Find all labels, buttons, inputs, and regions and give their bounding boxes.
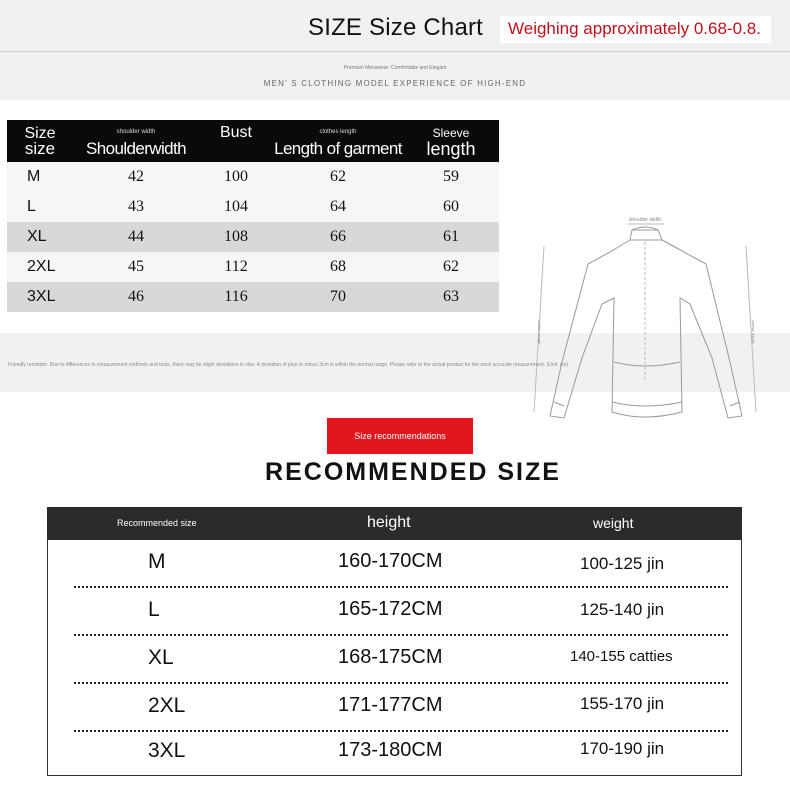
header-size (7, 120, 73, 162)
table-row (7, 252, 499, 282)
header-length-big: Length of garment (274, 139, 402, 158)
cell-shoulder: 42 (128, 168, 144, 185)
table-row (48, 540, 741, 588)
cell-length: 62 (330, 168, 346, 185)
header-shoulder (73, 120, 199, 162)
header-recommended-size: Recommended size (117, 518, 197, 528)
title-bar (0, 0, 790, 52)
cell-length: 66 (330, 228, 346, 245)
diagram-label-shoulder: shoulder width (628, 217, 662, 223)
row-weight: 170-190 jin (580, 739, 665, 758)
table-row (48, 729, 741, 777)
cell-sleeve: 63 (443, 288, 459, 305)
recommended-size-title: RECOMMENDED SIZE (265, 458, 561, 486)
cell-size: L (27, 198, 36, 215)
row-size: M (148, 550, 166, 573)
header-size-sub: size (24, 139, 56, 158)
table-row (7, 162, 499, 192)
header-length (273, 120, 403, 162)
row-height: 173-180CM (338, 739, 443, 761)
row-weight: 140-155 catties (570, 648, 673, 665)
header-bust (199, 120, 273, 162)
header-sleeve-top: Sleeve (432, 126, 470, 140)
row-weight: 125-140 jin (580, 600, 665, 619)
garment-measurement-diagram (530, 212, 760, 432)
header-bust-label: Bust (219, 124, 252, 141)
cell-shoulder: 43 (128, 198, 144, 215)
cell-size: 3XL (27, 288, 56, 305)
cell-sleeve: 61 (443, 228, 459, 245)
cell-shoulder: 44 (128, 228, 144, 245)
header-shoulder-small: shoulder width (116, 129, 156, 135)
size-recommendation-badge: Size recommendations (327, 418, 473, 454)
row-weight: 155-170 jin (580, 694, 665, 713)
cell-size: 2XL (27, 258, 56, 275)
cell-bust: 112 (224, 258, 248, 275)
friendly-reminder: Friendly reminder: Due to differences in measurement methods and tools, there may be slight deviations in size. A deviation of plus or minus 3cm is within the normal range. Please refer to the actual product for the most accurate measurement. (Unit: cm) (8, 362, 569, 368)
row-size: XL (148, 646, 174, 669)
recommendation-table-header (47, 507, 742, 540)
cell-bust: 108 (224, 228, 248, 245)
header-sleeve (403, 120, 499, 162)
diagram-label-length: clothes length (537, 319, 542, 345)
header-sleeve-bottom: length (426, 139, 476, 159)
row-size: 2XL (148, 694, 186, 717)
cell-sleeve: 62 (443, 258, 459, 275)
row-size: 3XL (148, 739, 186, 762)
table-row (48, 588, 741, 636)
header-length-small: clothes length (319, 129, 357, 135)
cell-length: 64 (330, 198, 346, 215)
row-height: 171-177CM (338, 694, 443, 716)
diagram-label-sleeve: sleeve length (751, 320, 756, 344)
cell-sleeve: 59 (443, 168, 459, 185)
weight-note: Weighing approximately 0.68-0.8. (500, 16, 771, 43)
row-weight: 100-125 jin (580, 554, 665, 573)
cell-bust: 116 (224, 288, 248, 305)
header-shoulder-big: Shoulderwidth (86, 139, 186, 158)
row-height: 168-175CM (338, 646, 443, 668)
cell-size: XL (27, 228, 47, 245)
sweater-body-outline (550, 240, 742, 418)
size-panel (0, 100, 790, 345)
row-size: L (148, 598, 160, 621)
header-height: height (367, 514, 411, 531)
cell-length: 70 (330, 288, 346, 305)
cell-length: 68 (330, 258, 346, 275)
cell-sleeve: 60 (443, 198, 459, 215)
row-height: 165-172CM (338, 598, 443, 620)
size-table (7, 120, 499, 312)
header-size-en: Size (24, 125, 56, 142)
model-experience-subtitle: MEN' S CLOTHING MODEL EXPERIENCE OF HIGH-END (263, 79, 527, 88)
cell-shoulder: 45 (128, 258, 144, 275)
sweater-collar (630, 230, 662, 240)
table-row (7, 282, 499, 312)
row-height: 160-170CM (338, 550, 443, 572)
premium-subtitle: Premium Menswear: Comfortable and Elegant (343, 65, 447, 71)
cell-bust: 104 (224, 198, 248, 215)
cell-shoulder: 46 (128, 288, 144, 305)
size-table-header (7, 120, 499, 162)
cell-size: M (27, 168, 41, 185)
recommendation-table (47, 507, 742, 776)
table-row (7, 192, 499, 222)
table-row (7, 222, 499, 252)
header-weight: weight (593, 515, 634, 531)
table-row (48, 636, 741, 684)
page-title: SIZE Size Chart (308, 14, 484, 41)
cell-bust: 100 (224, 168, 248, 185)
table-row (48, 684, 741, 732)
